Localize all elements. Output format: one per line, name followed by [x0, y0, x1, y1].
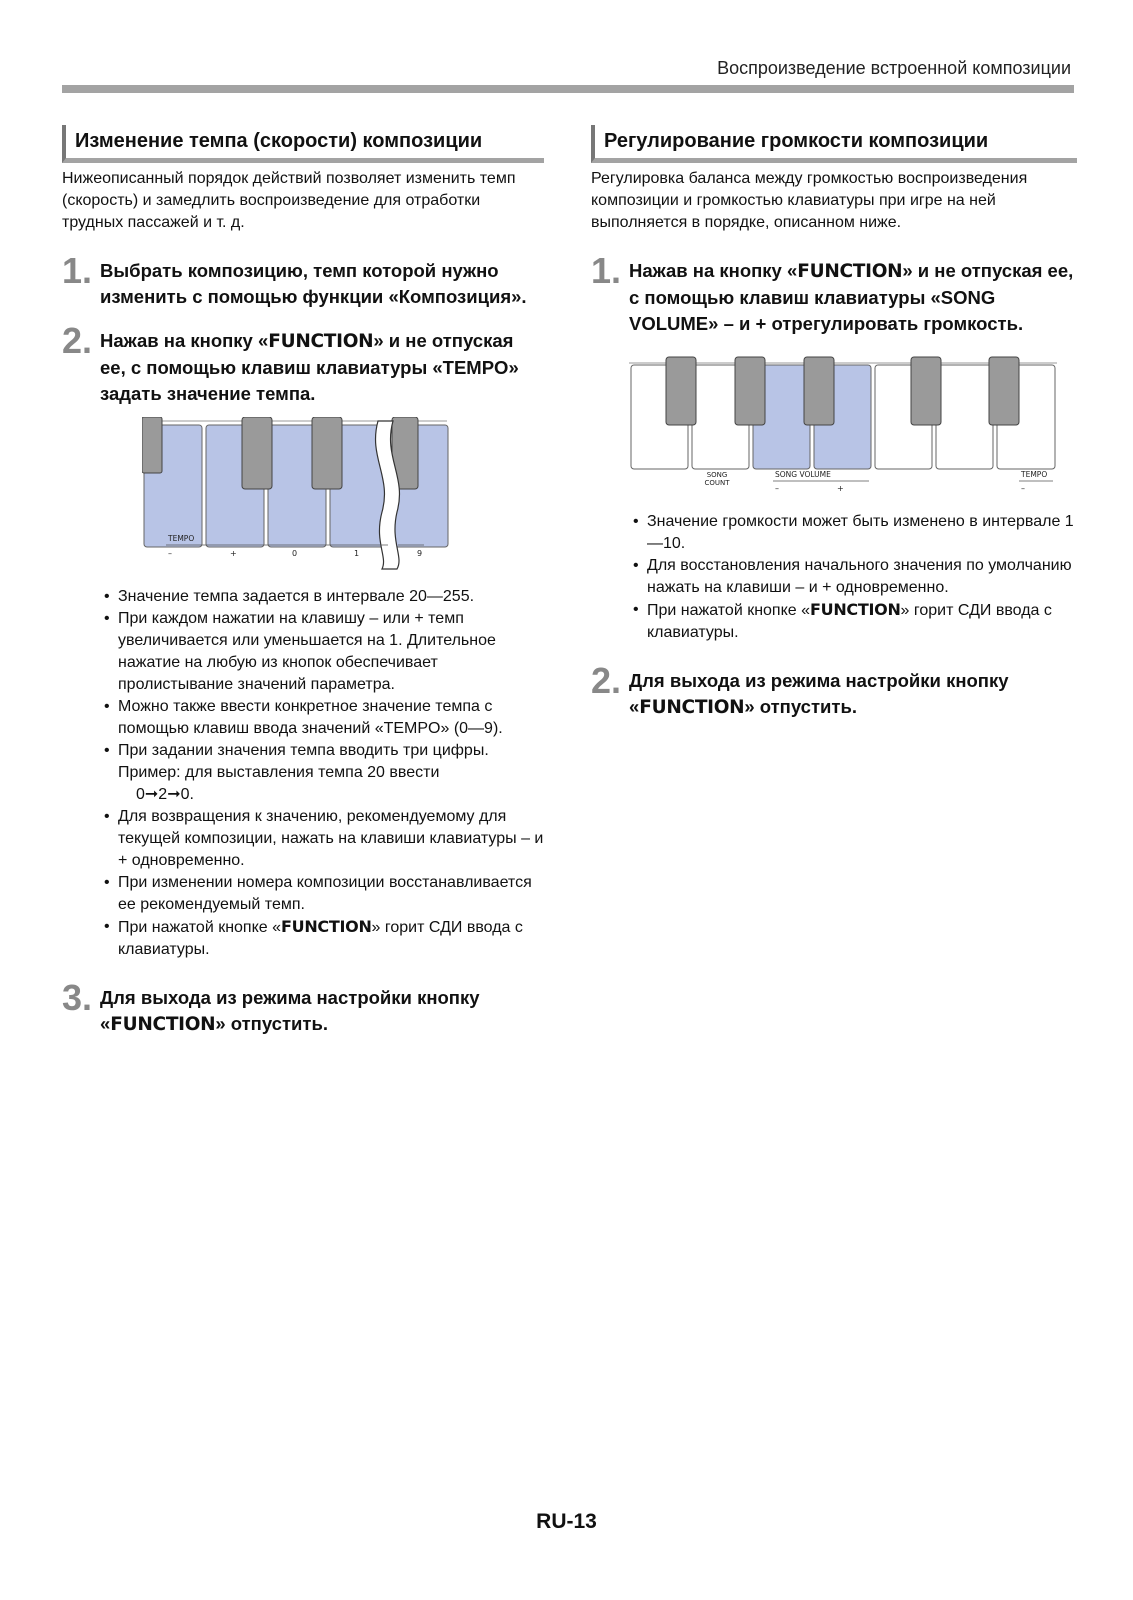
function-button-label: FUNCTION — [810, 600, 901, 619]
white-key — [936, 365, 993, 469]
step-text: Выбрать композицию, темп которой нужно изменить с помощью функции «Композиция». — [100, 260, 527, 307]
list-item: • Значение темпа задается в интервале 20—255. — [104, 588, 475, 605]
step-number: 1. — [62, 250, 93, 291]
tempo-digit-9: 9 — [417, 549, 423, 558]
song-volume-plus-mark: + — [837, 484, 844, 493]
function-button-label: FUNCTION — [110, 1014, 216, 1035]
list-item: • При каждом нажатии на клавишу – или + темп увеличивается или уменьшается на 1. Длительное нажатие на любую из кнопок обеспечивает пролистывание значений параметра. — [104, 610, 496, 693]
tempo-digit-0: 0 — [292, 549, 298, 558]
list-item: • При изменении номера композиции восстанавливается ее рекомендуемый темп. — [104, 874, 532, 913]
step-text-post: » отпустить. — [744, 696, 857, 717]
black-key — [911, 357, 941, 425]
step-2-tempo — [62, 320, 544, 407]
list-item: • Можно также ввести конкретное значение темпа с помощью клавиш ввода значений «TEMPO» (0—9). — [104, 698, 503, 737]
section-tempo — [62, 125, 544, 1038]
step-number: 1. — [591, 250, 622, 291]
step-1-volume — [591, 250, 1077, 337]
list-item: • Для восстановления начального значения по умолчанию нажать на клавиши – и + одновременно. — [633, 557, 1072, 596]
step-text-pre: Нажав на кнопку « — [629, 260, 798, 281]
function-button-label: FUNCTION — [268, 331, 374, 352]
tempo-keyboard-illustration — [142, 417, 472, 572]
tempo-key-label: TEMPO — [1021, 470, 1048, 479]
step-3-tempo — [62, 977, 544, 1038]
section-heading-tempo: Изменение темпа (скорости) композиции — [62, 125, 544, 163]
step-2-volume — [591, 660, 1077, 721]
step-number: 2. — [62, 320, 93, 361]
step-number: 2. — [591, 660, 622, 701]
function-button-label: FUNCTION — [797, 261, 903, 282]
header-rule — [62, 85, 1074, 93]
volume-notes-list — [591, 511, 1077, 644]
step-text-pre: Нажав на кнопку « — [100, 330, 269, 351]
running-header: Воспроизведение встроенной композиции — [717, 58, 1071, 78]
page-number: RU-13 — [536, 1510, 597, 1533]
black-key — [242, 417, 272, 489]
step-text-post: » и не отпуская ее, с помощью клавиш клавиатуры «SONG VOLUME» – и + отрегулировать громкость. — [629, 260, 1074, 334]
tempo-minus-mark: – — [1021, 484, 1025, 493]
tempo-key-label: TEMPO — [168, 534, 195, 543]
tempo-digit-1: 1 — [354, 549, 360, 558]
tempo-notes-list — [62, 586, 544, 961]
song-volume-keyboard-illustration — [629, 355, 1059, 495]
step-text-pre: Для выхода из режима настройки кнопку « — [629, 670, 1009, 717]
black-key — [666, 357, 696, 425]
song-volume-key-label: SONG VOLUME — [775, 470, 831, 479]
example-sequence: 0➞2➞0. — [136, 786, 194, 803]
function-button-label: FUNCTION — [639, 697, 745, 718]
step-1-tempo — [62, 250, 544, 310]
section-heading-volume: Регулирование громкости композиции — [591, 125, 1077, 163]
black-key — [142, 417, 162, 473]
step-text-post: » и не отпуская ее, с помощью клавиш клавиатуры «TEMPO» задать значение темпа. — [100, 330, 519, 404]
black-key — [312, 417, 342, 489]
section-song-volume — [591, 125, 1077, 721]
list-item: • Для возвращения к значению, рекомендуемому для текущей композиции, нажать на клавиши клавиатуры – и + одновременно. — [104, 808, 544, 869]
black-key — [989, 357, 1019, 425]
song-volume-minus-mark: – — [775, 484, 779, 493]
song-count-label: SONG COUNT — [704, 471, 730, 487]
step-text-pre: Для выхода из режима настройки кнопку « — [100, 987, 480, 1034]
list-item: • При нажатой кнопке «FUNCTION» горит СДИ ввода с клавиатуры. — [633, 600, 1052, 641]
step-number: 3. — [62, 977, 93, 1018]
section-intro-tempo: Нижеописанный порядок действий позволяет изменить темп (скорость) и замедлить воспроизведение для отработки трудных пассажей и т. д. — [62, 170, 516, 231]
step-text-post: » отпустить. — [215, 1013, 328, 1034]
tempo-minus-mark: – — [168, 549, 172, 558]
tempo-plus-mark: + — [230, 549, 237, 558]
black-key — [804, 357, 834, 425]
list-item: • Значение громкости может быть изменено в интервале 1—10. — [633, 513, 1074, 552]
function-button-label: FUNCTION — [281, 917, 372, 936]
black-key — [735, 357, 765, 425]
list-item: • При задании значения темпа вводить три цифры. Пример: для выставления темпа 20 ввести 0➞2➞0. — [104, 742, 489, 803]
list-item: • При нажатой кнопке «FUNCTION» горит СДИ ввода с клавиатуры. — [104, 917, 523, 958]
section-intro-volume: Регулировка баланса между громкостью воспроизведения композиции и громкостью клавиатуры при игре на ней выполняется в порядке, описанном ниже. — [591, 170, 1028, 231]
